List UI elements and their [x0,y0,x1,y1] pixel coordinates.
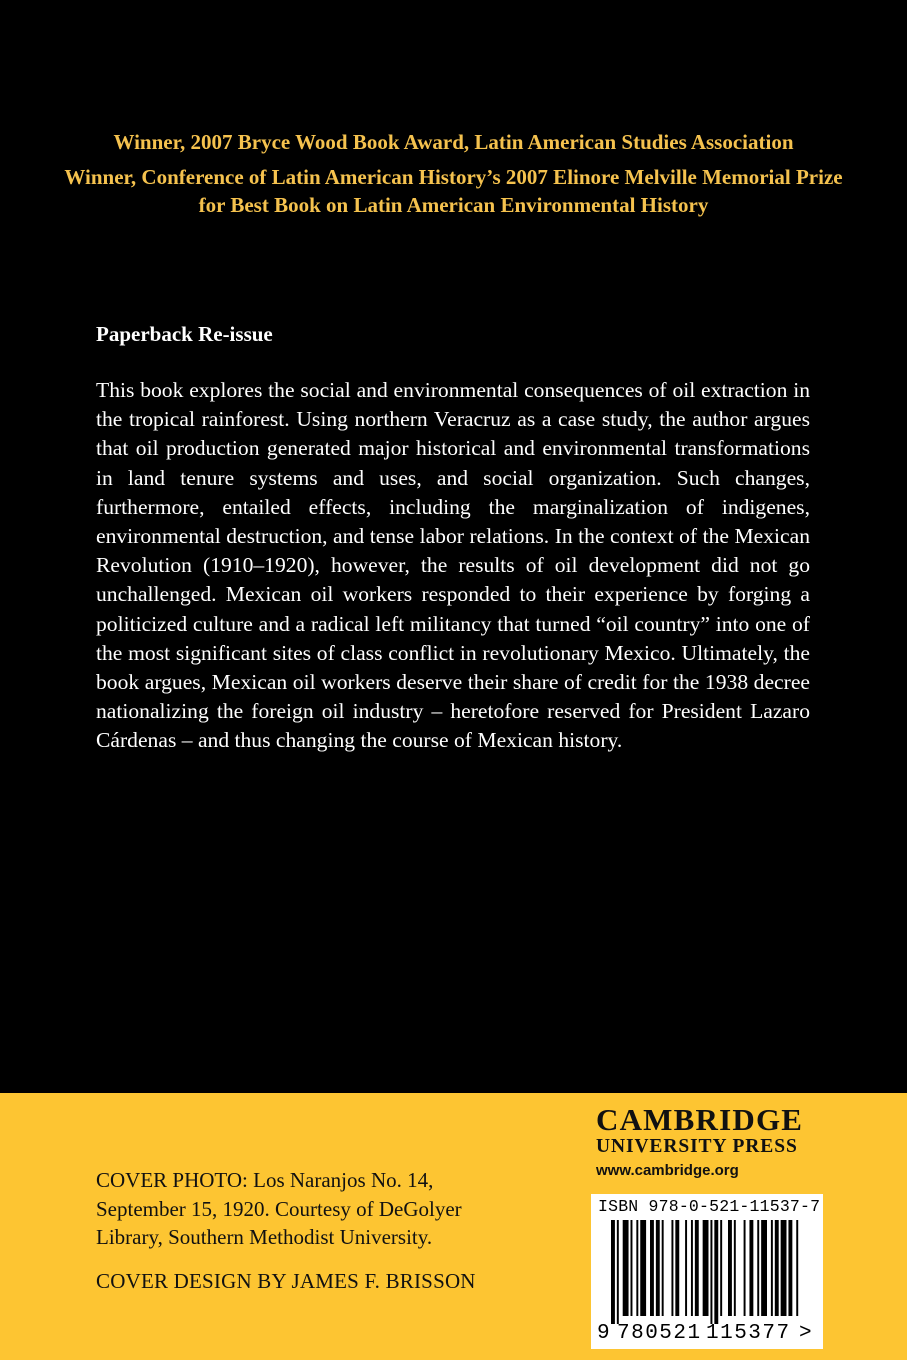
barcode-bar [771,1220,773,1316]
barcode-bar [662,1220,664,1316]
barcode-bar [720,1220,722,1316]
barcode-bar [734,1220,736,1316]
barcode-bar [691,1220,693,1316]
barcode-bar [623,1220,629,1316]
barcode-bars [591,1220,823,1324]
awards-block [40,128,867,219]
barcode-bar [675,1220,679,1316]
award-melville-line-2: for Best Book on Latin American Environmental History [198,193,709,217]
publisher-subtitle: UNIVERSITY PRESS [596,1136,798,1157]
barcode-panel [591,1194,823,1349]
barcode-digits-right: 115377 [706,1322,791,1345]
barcode-bar [728,1220,732,1316]
barcode-bar [775,1220,779,1316]
barcode-digits [591,1322,823,1348]
publisher-block [596,1104,824,1179]
barcode-bar [636,1220,638,1316]
barcode-arrow: > [799,1322,812,1345]
book-description: This book explores the social and environmental consequences of oil extraction in the tropical rainforest. Using northern Veracruz as a case study, the author argues that oil production generated major historical and environmental transformations in land tenure systems and uses, and social organization. Such changes, furthermore, entailed effects, including the marginalization of indigenes, environmental destruction, and tense labor relations. In the context of the Mexican Revolution (1910–1920), however, the results of oil development did not go unchallenged. Mexican oil workers responded to their experience by forging a politicized culture and a radical left militancy that turned “oil country” into one of the most significant sites of class conflict in revolutionary Mexico. Ultimately, the book argues, Mexican oil workers deserve their share of credit for the 1938 decree nationalizing the foreign oil industry – heretofore reserved for President Lazaro Cárdenas – and thus changing the course of Mexican history. [96,378,810,753]
barcode-bar [744,1220,746,1316]
barcode-bar [749,1220,753,1316]
cover-bottom-panel [0,1093,907,1360]
barcode-bar [640,1220,646,1316]
award-bryce-wood: Winner, 2007 Bryce Wood Book Award, Latin American Studies Association [113,130,794,154]
barcode-bar [611,1220,615,1324]
barcode-bar [671,1220,673,1316]
barcode-digit-first: 9 [597,1322,610,1345]
edition-label: Paperback Re-issue [96,322,273,346]
barcode-bar [714,1220,718,1324]
barcode-bar [656,1220,660,1316]
barcode-bar [631,1220,633,1316]
award-melville-line-1: Winner, Conference of Latin American History’s 2007 Elinore Melville Memorial Prize [64,165,843,189]
barcode-bar [650,1220,654,1316]
barcode-digits-left: 780521 [617,1322,702,1345]
isbn-text: ISBN 978-0-521-11537-7 [598,1197,821,1216]
barcode-bar [796,1220,798,1316]
barcode-bar [781,1220,787,1316]
barcode-bar [761,1220,767,1316]
barcode-bar [685,1220,687,1316]
publisher-name: CAMBRIDGE [596,1102,804,1137]
barcode-bar [695,1220,699,1316]
barcode-bar [788,1220,792,1316]
publisher-url: www.cambridge.org [596,1162,739,1179]
cover-design-credit: COVER DESIGN BY JAMES F. BRISSON [96,1269,476,1293]
barcode-bar [703,1220,709,1316]
barcode-bar [757,1220,759,1316]
cover-photo-credit: COVER PHOTO: Los Naranjos No. 14, September 15, 1920. Courtesy of DeGolyer Library, Southern Methodist University. [96,1168,462,1249]
barcode-bar [710,1220,712,1324]
barcode-bar [617,1220,619,1324]
